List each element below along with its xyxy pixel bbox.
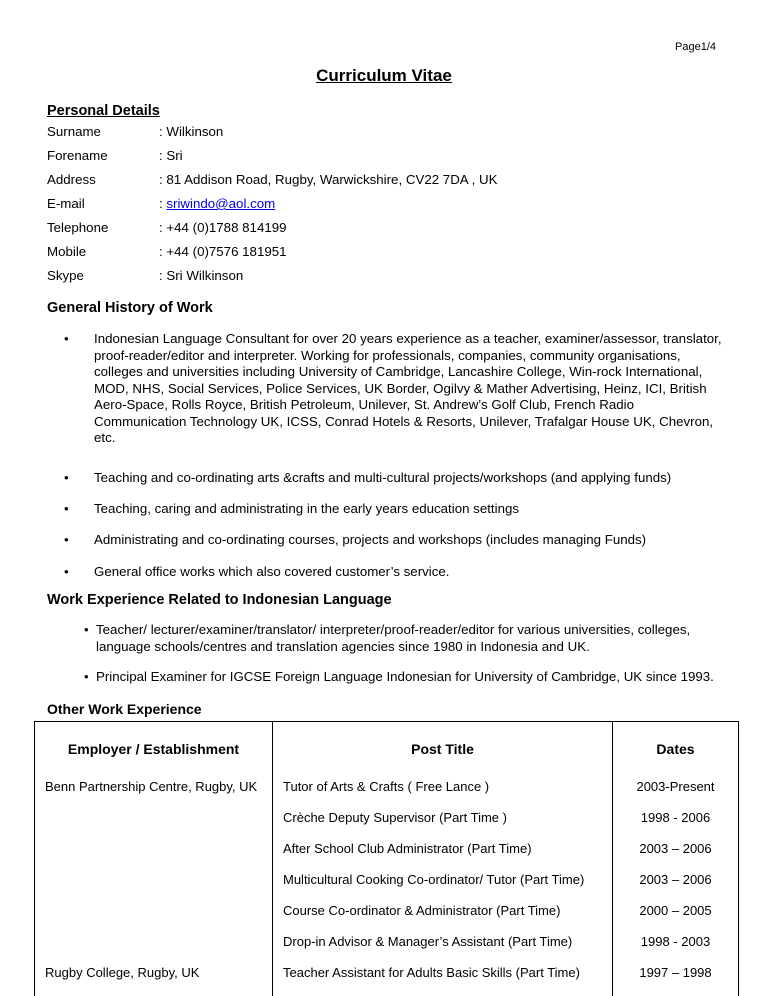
list-item — [64, 501, 724, 518]
bullet-icon: • — [84, 669, 89, 684]
detail-label: Surname — [47, 124, 101, 139]
personal-details-heading: Personal Details — [47, 103, 160, 119]
list-item — [84, 669, 744, 686]
dates-cell: 1998 - 2003 — [613, 934, 739, 965]
list-item — [84, 622, 744, 655]
column-header: Post Title — [273, 722, 613, 780]
list-item — [64, 470, 724, 487]
list-item-text: Administrating and co-ordinating courses, projects and workshops (includes managing Funds) — [94, 532, 647, 547]
bullet-icon: • — [64, 470, 69, 485]
detail-value: : +44 (0)7576 181951 — [159, 244, 287, 259]
dates-cell: 2003-Present — [613, 779, 739, 810]
page-number: Page1/4 — [675, 41, 716, 53]
general-history-heading: General History of Work — [47, 300, 213, 316]
detail-label: E-mail — [47, 196, 85, 211]
table-row — [35, 779, 739, 810]
list-item — [64, 564, 724, 581]
detail-label: Address — [47, 172, 96, 187]
detail-value: : Sri — [159, 148, 183, 163]
general-history-list — [64, 501, 724, 518]
post-cell: Drop-in Advisor & Manager’s Assistant (Part Time) — [273, 934, 613, 965]
list-item — [64, 331, 724, 447]
column-header: Employer / Establishment — [35, 722, 273, 780]
bullet-icon: • — [84, 622, 89, 637]
post-cell: Teacher Assistant for Adults Basic Skills (Part Time) — [273, 965, 613, 996]
dates-cell: 2003 – 2006 — [613, 872, 739, 903]
column-header: Dates — [613, 722, 739, 780]
general-history-list — [64, 564, 724, 581]
detail-label: Forename — [47, 148, 108, 163]
employer-cell: Benn Partnership Centre, Rugby, UK — [35, 779, 273, 965]
work-experience-table — [34, 721, 739, 996]
email-link[interactable]: sriwindo@aol.com — [166, 196, 276, 211]
employer-cell: Rugby College, Rugby, UK — [35, 965, 273, 996]
list-item-text: Principal Examiner for IGCSE Foreign Language Indonesian for University of Cambridge, UK since 1993. — [96, 669, 714, 684]
indonesian-experience-heading: Work Experience Related to Indonesian Language — [47, 592, 392, 608]
post-cell: Crèche Deputy Supervisor (Part Time ) — [273, 810, 613, 841]
bullet-icon: • — [64, 564, 69, 579]
list-item-text: Teacher/ lecturer/examiner/translator/ interpreter/proof-reader/editor for various universities, colleges, language schools/centres and translation agencies since 1980 in Indonesia and UK. — [96, 622, 691, 654]
colon-prefix: : — [159, 196, 167, 211]
indonesian-experience-list — [84, 669, 744, 686]
post-cell: Tutor of Arts & Crafts ( Free Lance ) — [273, 779, 613, 810]
post-cell: Course Co-ordinator & Administrator (Part Time) — [273, 903, 613, 934]
general-history-list — [64, 331, 724, 447]
list-item-text: General office works which also covered customer’s service. — [94, 564, 450, 579]
bullet-icon: • — [64, 532, 69, 547]
detail-value: : Wilkinson — [159, 124, 224, 139]
detail-label: Skype — [47, 268, 84, 283]
list-item-text: Teaching, caring and administrating in the early years education settings — [94, 501, 520, 516]
table-header-row — [35, 722, 739, 780]
detail-label: Telephone — [47, 220, 109, 235]
table-row — [35, 965, 739, 996]
dates-cell: 2003 – 2006 — [613, 841, 739, 872]
dates-cell: 2000 – 2005 — [613, 903, 739, 934]
detail-value: : 81 Addison Road, Rugby, Warwickshire, CV22 7DA , UK — [159, 172, 498, 187]
post-cell: Multicultural Cooking Co-ordinator/ Tutor (Part Time) — [273, 872, 613, 903]
bullet-icon: • — [64, 501, 69, 516]
detail-value: : +44 (0)1788 814199 — [159, 220, 287, 235]
list-item — [64, 532, 724, 549]
other-experience-heading: Other Work Experience — [47, 701, 202, 717]
detail-label: Mobile — [47, 244, 87, 259]
post-cell: After School Club Administrator (Part Time) — [273, 841, 613, 872]
email-value — [159, 196, 275, 211]
indonesian-experience-list — [84, 622, 744, 655]
dates-cell: 1997 – 1998 — [613, 965, 739, 996]
dates-cell: 1998 - 2006 — [613, 810, 739, 841]
list-item-text: Teaching and co-ordinating arts &crafts and multi-cultural projects/workshops (and applying funds) — [94, 470, 672, 485]
bullet-icon: • — [64, 331, 69, 346]
general-history-list — [64, 532, 724, 549]
document-title: Curriculum Vitae — [316, 66, 452, 85]
general-history-list — [64, 470, 724, 487]
list-item-text: Indonesian Language Consultant for over 20 years experience as a teacher, examiner/assessor, translator, proof-reader/editor and interpreter. Working for professionals, companies, community organisations, colleges and universities including University of Cambridge, Lancashire College, Win-rock International, MOD, NHS, Social Services, Police Services, UK Border, Ogilvy & Mather Advertising, Heinz, ICI, British Aero-Space, Rolls Royce, British Petroleum, Unilever, St. Andrew’s Golf Club, French Radio Communication Technology UK, ICSS, Conrad Hotels & Resorts, Unilever, Trafalgar House UK, Chevron, etc. — [94, 331, 722, 445]
detail-value: : Sri Wilkinson — [159, 268, 244, 283]
